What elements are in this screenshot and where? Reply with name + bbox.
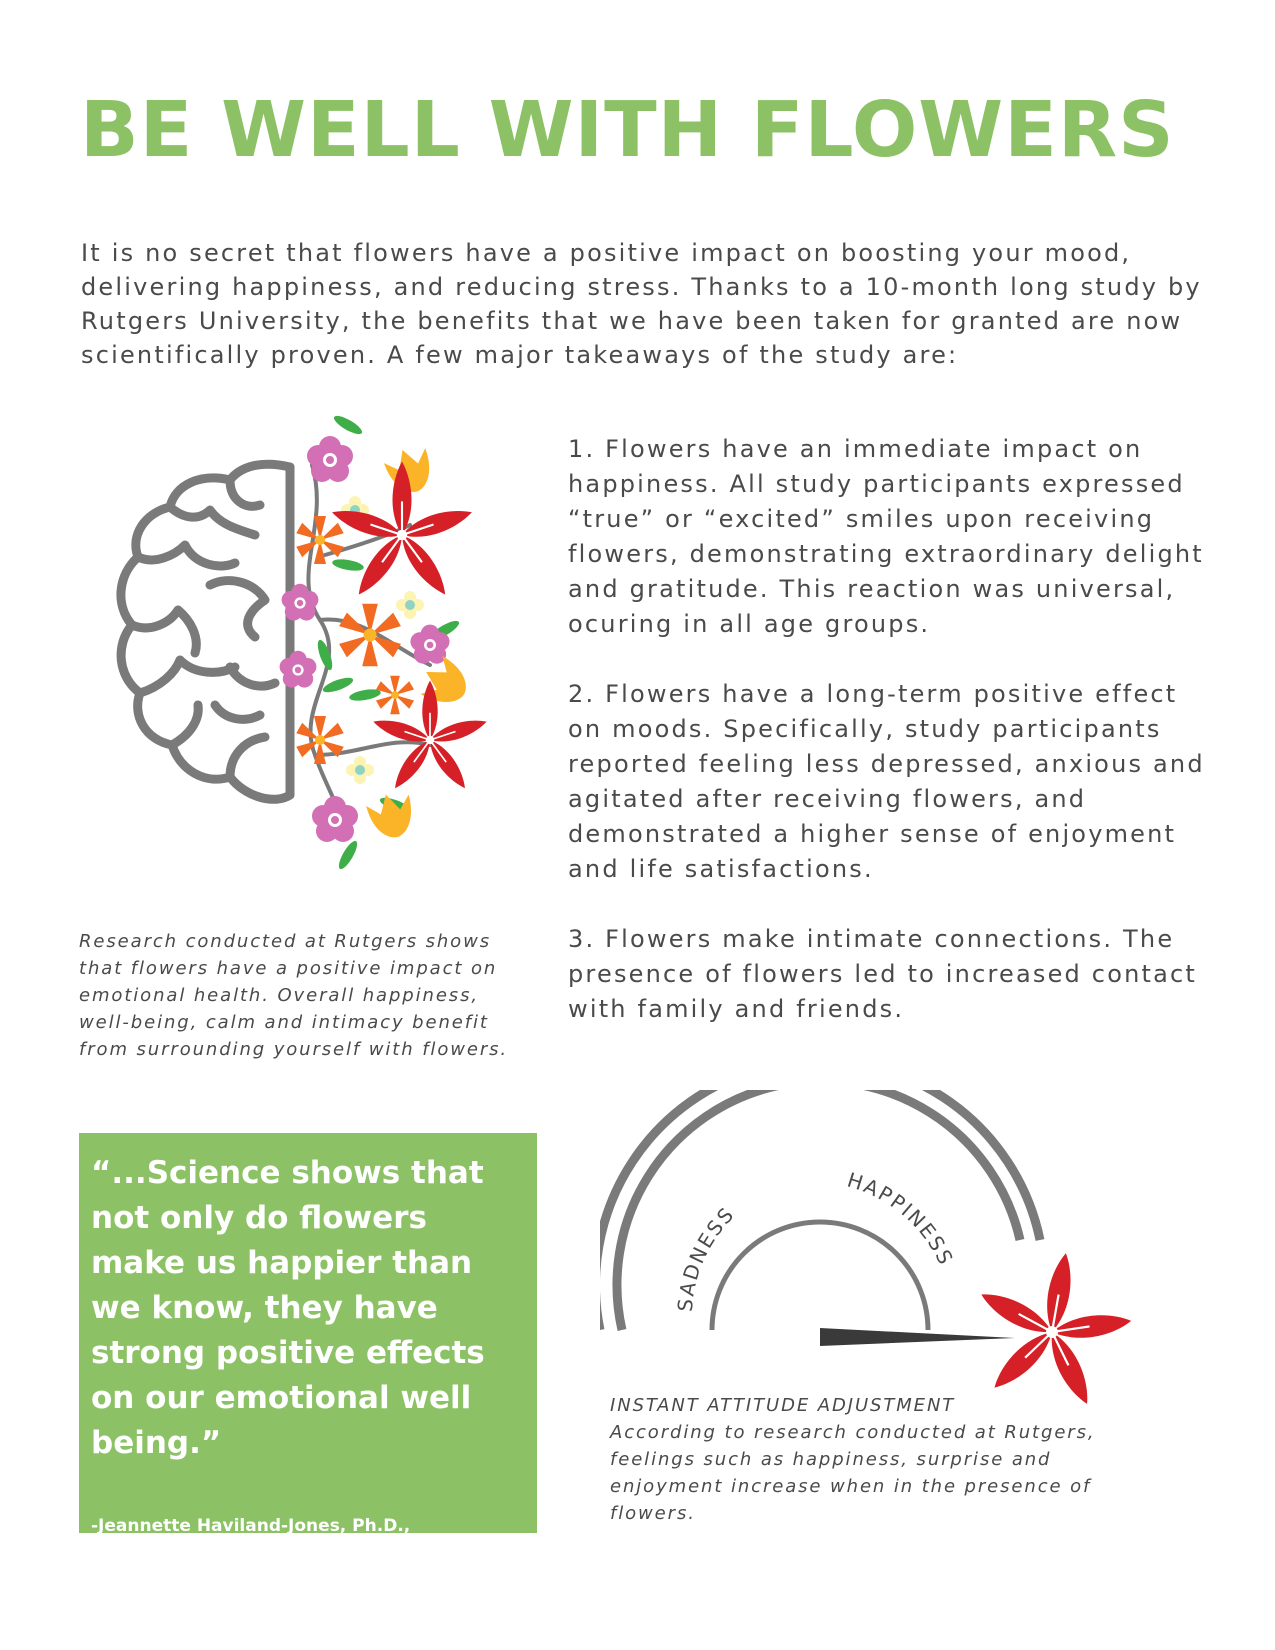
gauge-needle: [820, 1328, 1015, 1346]
gauge-inner-arc: [712, 1222, 928, 1330]
quote-box: [79, 1133, 537, 1586]
gauge-label-sadness: SADNESS: [672, 1201, 740, 1313]
quote-author-name: -Jeannette Haviland-Jones, Ph.D.,: [91, 1516, 411, 1536]
gauge-outer-arc: [600, 1090, 1040, 1330]
flower-bouquet-icon: [280, 413, 489, 872]
gauge-label-happiness: HAPPINESS: [844, 1167, 959, 1270]
brain-flower-illustration: [90, 405, 510, 885]
svg-text:SADNESS: [673, 1202, 739, 1313]
takeaway-item: 1. Flowers have an immediate impact on happiness. All study participants expressed “true” or “excited” smiles upon receiving flowers, demonstrating extraordinary delight and gratitude. This reaction was universal, ocuring in all age groups.: [568, 435, 1204, 638]
gauge-caption-title: INSTANT ATTITUDE ADJUSTMENT: [610, 1395, 956, 1416]
quote-text: “...Science shows that not only do flowers make us happier than we know, they have strong positive effects on our emotional well being.”: [91, 1155, 485, 1461]
intro-paragraph: It is no secret that flowers have a positive impact on boosting your mood, delivering happiness, and reducing stress. Thanks to a 10-month long study by Rutgers University, the benefits that we have been taken for granted are now scientifically proven. A few major takeaways of the study are:: [81, 239, 1202, 369]
mood-gauge: [600, 1090, 1180, 1410]
gauge-second-arc: [617, 1090, 1020, 1330]
takeaway-item: 3. Flowers make intimate connections. The presence of flowers led to increased contact with family and friends.: [568, 925, 1198, 1023]
illustration-caption: Research conducted at Rutgers shows that flowers have a positive impact on emotional health. Overall happiness, well-being, calm and intimacy benefit from surrounding yourself with flowers.: [79, 931, 509, 1060]
gauge-caption-text: According to research conducted at Rutgers, feelings such as happiness, surprise and enjoyment increase when in the presence of flowers.: [610, 1422, 1096, 1524]
lily-flower-icon: [962, 1239, 1144, 1410]
quote-author-title: Professor of Psychology at Rutgers University: [91, 1541, 429, 1586]
takeaways-list: [568, 432, 1208, 1062]
brain-outline-icon: [121, 464, 290, 799]
svg-text:HAPPINESS: [845, 1168, 959, 1270]
gauge-caption: [610, 1392, 1170, 1527]
page-title: BE WELL WITH FLOWERS: [80, 86, 1175, 175]
quote-author: [91, 1514, 527, 1589]
takeaway-item: 2. Flowers have a long-term positive effect on moods. Specifically, study participants reported feeling less depressed, anxious and agitated after receiving flowers, and demonstrated a higher sense of enjoyment and life satisfactions.: [568, 680, 1205, 883]
